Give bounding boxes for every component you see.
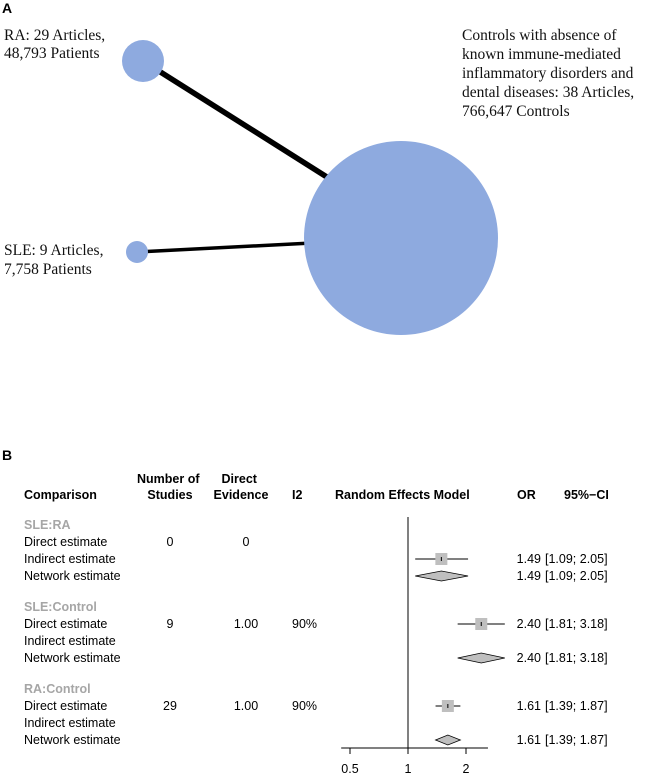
- edge-ra-control: [143, 61, 330, 179]
- panel-b-label: B: [2, 447, 13, 463]
- row-i2: 90%: [292, 617, 318, 631]
- row-or: 1.61: [516, 733, 541, 747]
- row-ci: [1.39; 1.87]: [545, 699, 608, 713]
- header-comparison: Comparison: [24, 488, 97, 502]
- row-i2: 90%: [292, 699, 318, 713]
- estimate-diamond: [436, 735, 461, 745]
- table-header: [24, 472, 609, 502]
- row-ci: [1.09; 2.05]: [545, 552, 608, 566]
- row-or: 2.40: [516, 651, 541, 665]
- header-ci: 95%−CI: [564, 488, 609, 502]
- group-title: RA:Control: [24, 682, 91, 696]
- forest-row: [24, 634, 116, 648]
- row-ci: [1.81; 3.18]: [545, 617, 608, 631]
- forest-row: [24, 617, 608, 631]
- estimate-diamond: [458, 653, 505, 663]
- edge-sle-control: [137, 243, 312, 252]
- forest-row: [24, 569, 608, 583]
- row-studies: 29: [163, 699, 177, 713]
- row-label: Direct estimate: [24, 535, 108, 549]
- x-tick-label: 2: [462, 762, 470, 776]
- row-ci: [1.39; 1.87]: [545, 733, 608, 747]
- row-or: 1.49: [516, 569, 541, 583]
- sle-node-label: SLE: 9 Articles, 7,758 Patients: [4, 242, 104, 278]
- x-axis: [341, 748, 488, 776]
- forest-row: [24, 699, 608, 713]
- row-studies: 9: [166, 617, 174, 631]
- forest-row: [24, 716, 116, 730]
- forest-group: [24, 600, 608, 665]
- group-title: SLE:RA: [24, 518, 71, 532]
- node-sle: [126, 241, 148, 263]
- group-title: SLE:Control: [24, 600, 97, 614]
- row-label: Network estimate: [24, 651, 121, 665]
- panel-b: [2, 447, 609, 776]
- row-direct-evidence: 0: [242, 535, 250, 549]
- header-or: OR: [517, 488, 536, 502]
- row-or: 1.49: [516, 552, 541, 566]
- row-label: Direct estimate: [24, 699, 108, 713]
- header-direct-evidence: Direct Evidence: [213, 472, 269, 502]
- row-label: Network estimate: [24, 569, 121, 583]
- row-label: Network estimate: [24, 733, 121, 747]
- row-direct-evidence: 1.00: [233, 699, 259, 713]
- panel-a: [2, 0, 638, 335]
- row-ci: [1.81; 3.18]: [545, 651, 608, 665]
- estimate-diamond: [415, 571, 468, 581]
- header-studies: Number of Studies: [137, 472, 200, 502]
- x-tick-label: 0.5: [341, 762, 359, 776]
- x-tick-label: 1: [404, 762, 412, 776]
- row-studies: 0: [166, 535, 174, 549]
- ra-node-label: RA: 29 Articles, 48,793 Patients: [4, 27, 106, 62]
- header-model: Random Effects Model: [335, 488, 470, 502]
- forest-group: [24, 682, 608, 747]
- forest-row: [24, 733, 608, 747]
- row-label: Direct estimate: [24, 617, 108, 631]
- row-ci: [1.09; 2.05]: [545, 569, 608, 583]
- header-i2: I2: [292, 488, 303, 502]
- row-label: Indirect estimate: [24, 634, 116, 648]
- forest-rows: [24, 518, 608, 747]
- forest-row: [24, 552, 608, 566]
- row-label: Indirect estimate: [24, 716, 116, 730]
- row-direct-evidence: 1.00: [233, 617, 259, 631]
- control-node-label: Controls with absence of known immune-mediated inflammatory disorders and dental diseases: 38 Articles, 766,647 Controls: [462, 27, 635, 120]
- forest-row: [24, 651, 608, 665]
- node-control: [304, 141, 498, 335]
- row-label: Indirect estimate: [24, 552, 116, 566]
- forest-row: [24, 535, 250, 549]
- node-ra: [122, 40, 164, 82]
- panel-a-label: A: [2, 0, 13, 16]
- forest-group: [24, 518, 608, 583]
- row-or: 2.40: [516, 617, 541, 631]
- row-or: 1.61: [516, 699, 541, 713]
